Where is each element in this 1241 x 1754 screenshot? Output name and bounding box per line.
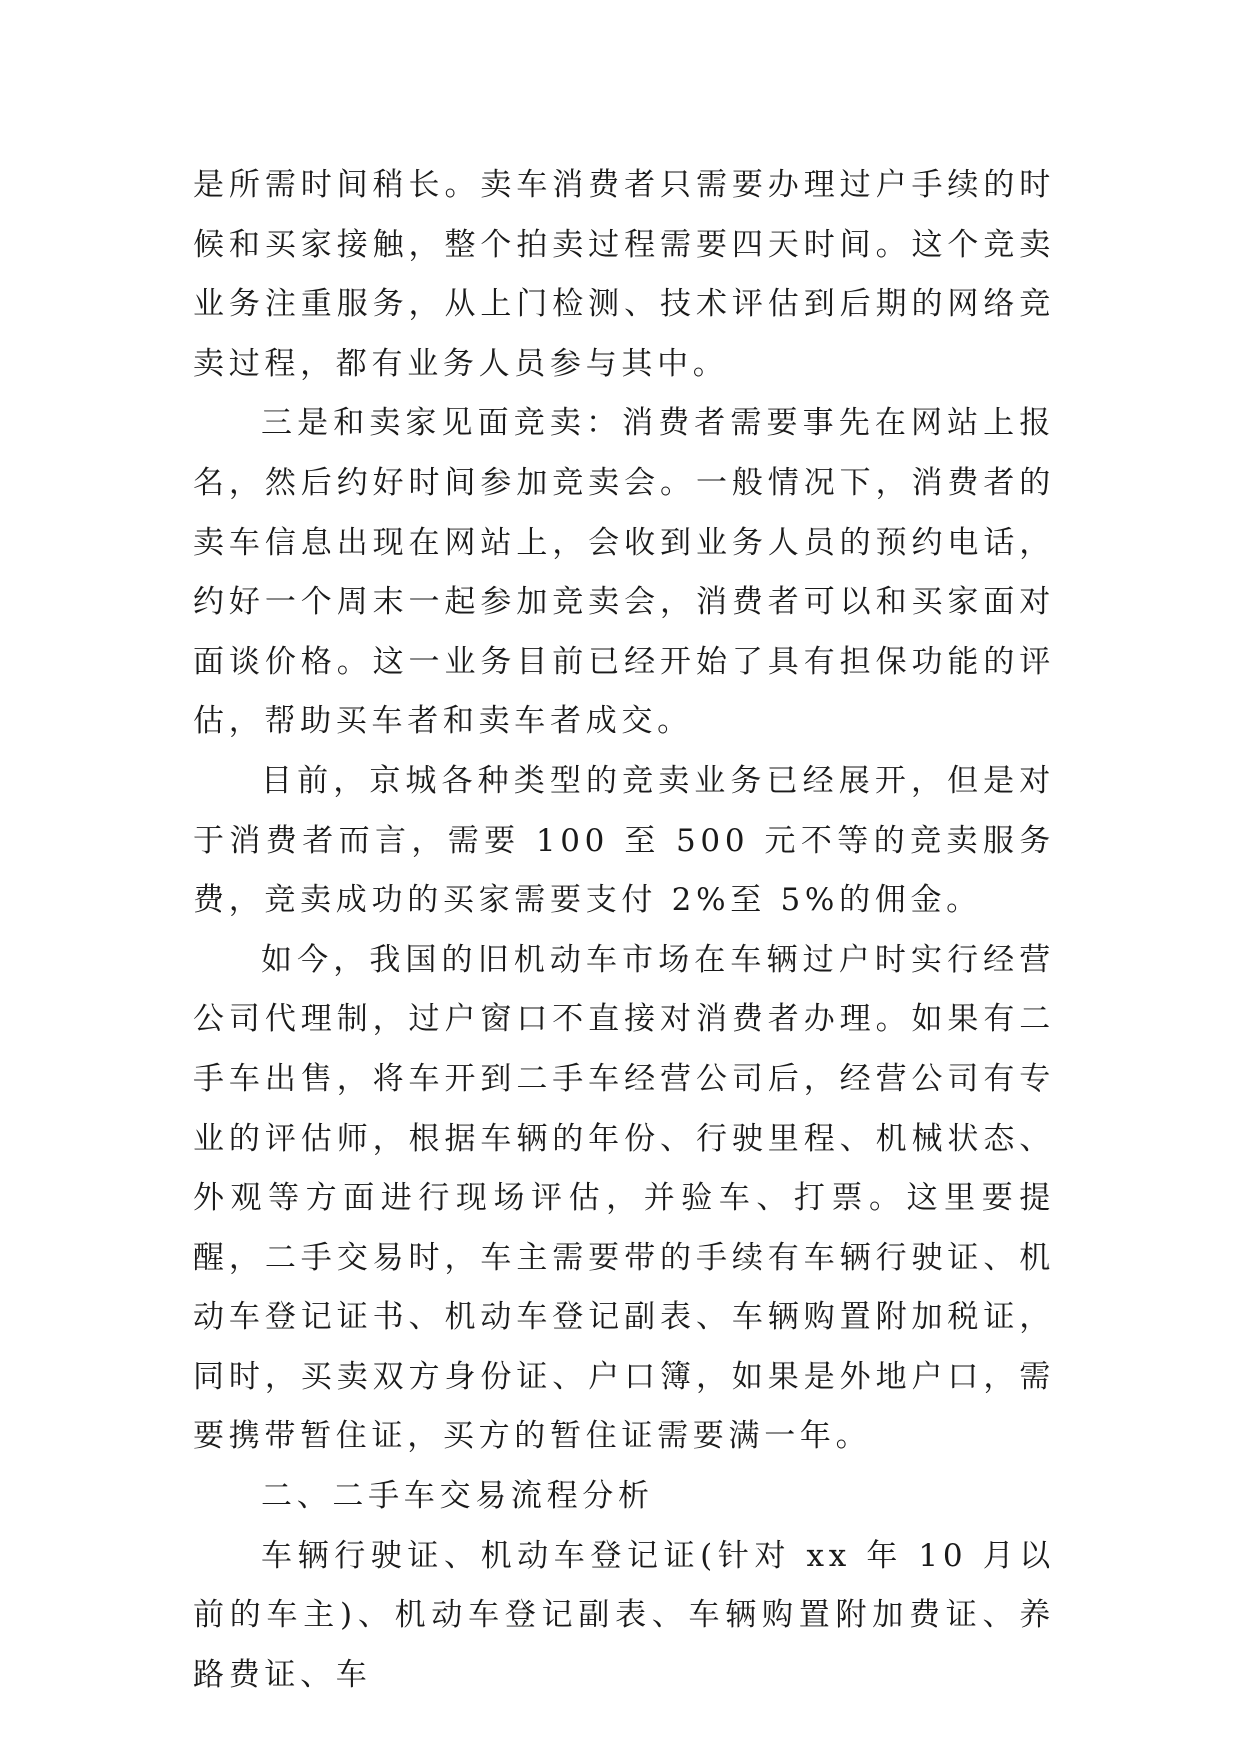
body-text — [193, 156, 1055, 1705]
paragraph-required-documents: 车辆行驶证、机动车登记证(针对 xx 年 10 月以前的车主)、机动车登记副表、车辆购置附加费证、养路费证、车 — [193, 1537, 1055, 1693]
paragraph-auction-fees: 目前，京城各种类型的竞卖业务已经展开，但是对于消费者而言，需要 100 至 500 元不等的竞卖服务费，竞卖成功的买家需要支付 2%至 5%的佣金。 — [193, 762, 1055, 919]
paragraph-transfer-procedures: 如今，我国的旧机动车市场在车辆过户时实行经营公司代理制，过户窗口不直接对消费者办理。如果有二手车出售，将车开到二手车经营公司后，经营公司有专业的评估师，根据车辆的年份、行驶里程、机械状态、外观等方面进行现场评估，并验车、打票。这里要提醒，二手交易时，车主需要带的手续有车辆行驶证、机动车登记证书、机动车登记副表、车辆购置附加税证，同时，买卖双方身份证、户口簿，如果是外地户口，需要携带暂住证，买方的暂住证需要满一年。 — [193, 941, 1055, 1455]
paragraph-continued: 是所需时间稍长。卖车消费者只需要办理过户手续的时候和买家接触，整个拍卖过程需要四天时间。这个竞卖业务注重服务，从上门检测、技术评估到后期的网络竞卖过程，都有业务人员参与其中。 — [193, 167, 1055, 382]
paragraph-face-to-face-auction: 三是和卖家见面竞卖：消费者需要事先在网站上报名，然后约好时间参加竞卖会。一般情况下，消费者的卖车信息出现在网站上，会收到业务人员的预约电话，约好一个周末一起参加竞卖会，消费者可以和买家面对面谈价格。这一业务目前已经开始了具有担保功能的评估，帮助买车者和卖车者成交。 — [193, 405, 1055, 740]
section-heading-trade-process: 二、二手车交易流程分析 — [261, 1478, 654, 1515]
